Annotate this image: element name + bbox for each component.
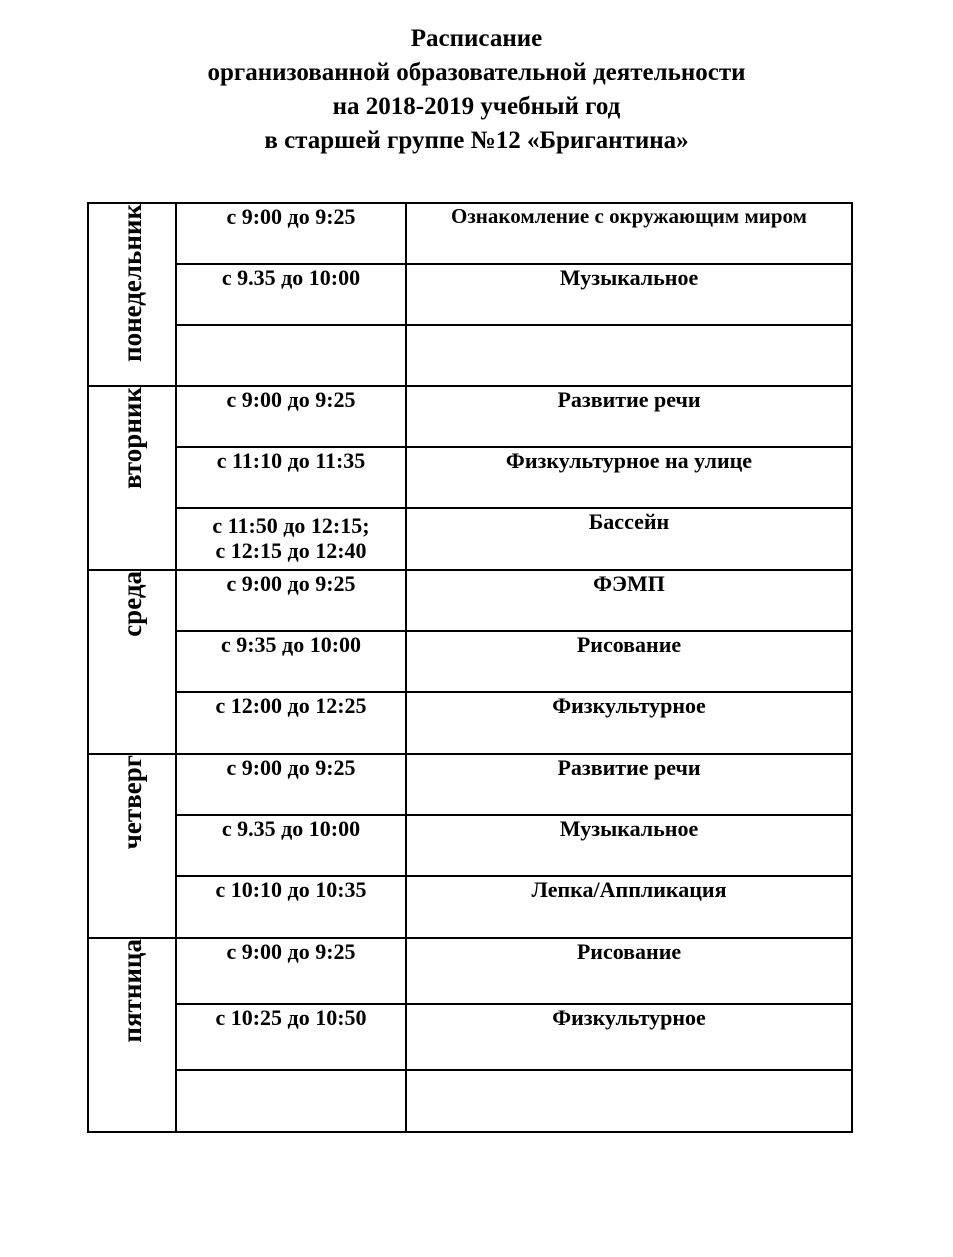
subject-cell xyxy=(406,692,852,754)
subject-text: Физкультурное xyxy=(552,1005,706,1030)
time-text: с 9.35 до 10:00 xyxy=(221,265,361,290)
time-text: с 9:00 до 9:25 xyxy=(226,571,356,596)
schedule-table xyxy=(87,202,853,1133)
subject-text: Физкультурное xyxy=(552,693,706,718)
time-text: с 9:00 до 9:25 xyxy=(226,755,356,780)
time-cell xyxy=(176,938,406,1004)
schedule-body xyxy=(88,203,852,1132)
table-row xyxy=(88,264,852,325)
subject-cell xyxy=(406,325,852,386)
subject-text: Рисование xyxy=(576,632,682,657)
time-cell xyxy=(176,1004,406,1070)
title-line-2: организованной образовательной деятельности xyxy=(207,59,746,86)
subject-cell xyxy=(406,754,852,815)
day-label: пятница xyxy=(116,939,147,1043)
time-cell xyxy=(176,631,406,692)
time-text: с 9:00 до 9:25 xyxy=(226,204,356,229)
table-row xyxy=(88,754,852,815)
table-row xyxy=(88,876,852,938)
subject-text: Развитие речи xyxy=(557,387,701,412)
time-text: с 10:10 до 10:35 xyxy=(215,877,367,902)
subject-cell xyxy=(406,1004,852,1070)
day-cell xyxy=(88,570,176,754)
time-text: с 11:50 до 12:15; xyxy=(212,513,370,538)
time-cell xyxy=(176,570,406,631)
table-row xyxy=(88,631,852,692)
day-cell xyxy=(88,386,176,570)
time-text: с 9.35 до 10:00 xyxy=(221,816,361,841)
table-row xyxy=(88,570,852,631)
table-row xyxy=(88,447,852,508)
table-row xyxy=(88,938,852,1004)
time-cell xyxy=(176,264,406,325)
time-text: с 12:15 до 12:40 xyxy=(215,538,367,563)
day-label: среда xyxy=(116,571,147,637)
subject-text: Бассейн xyxy=(588,509,670,534)
table-row xyxy=(88,386,852,447)
time-cell xyxy=(176,447,406,508)
time-text: с 11:10 до 11:35 xyxy=(216,448,366,473)
day-label: понедельник xyxy=(116,204,147,362)
table-row xyxy=(88,203,852,264)
subject-text: Рисование xyxy=(576,939,682,964)
subject-cell xyxy=(406,938,852,1004)
subject-text: ФЭМП xyxy=(593,571,665,596)
subject-cell xyxy=(406,447,852,508)
subject-text: Ознакомление с окружающим миром xyxy=(451,204,807,228)
time-cell xyxy=(176,325,406,386)
time-text: с 9:00 до 9:25 xyxy=(226,387,356,412)
table-row xyxy=(88,815,852,876)
day-label: вторник xyxy=(116,387,147,490)
subject-cell xyxy=(406,264,852,325)
subject-cell xyxy=(406,570,852,631)
time-cell xyxy=(176,203,406,264)
table-row xyxy=(88,1004,852,1070)
time-text: с 10:25 до 10:50 xyxy=(215,1005,367,1030)
subject-text: Физкультурное на улице xyxy=(505,448,753,473)
subject-text: Музыкальное xyxy=(559,816,699,841)
table-row xyxy=(88,508,852,570)
time-text: с 9:35 до 10:00 xyxy=(220,632,362,657)
day-label: четверг xyxy=(116,755,147,850)
subject-cell xyxy=(406,203,852,264)
day-cell xyxy=(88,938,176,1132)
day-cell xyxy=(88,203,176,386)
time-cell xyxy=(176,508,406,570)
subject-text: Музыкальное xyxy=(559,265,699,290)
document-title xyxy=(0,22,953,158)
day-cell xyxy=(88,754,176,938)
subject-text: Развитие речи xyxy=(557,755,701,780)
table-row xyxy=(88,325,852,386)
time-text: с 9:00 до 9:25 xyxy=(226,939,356,964)
time-cell xyxy=(176,876,406,938)
time-cell xyxy=(176,386,406,447)
table-row xyxy=(88,1070,852,1132)
subject-text: Лепка/Аппликация xyxy=(531,877,727,902)
subject-cell xyxy=(406,386,852,447)
time-text: с 12:00 до 12:25 xyxy=(215,693,367,718)
time-cell xyxy=(176,692,406,754)
subject-cell xyxy=(406,815,852,876)
subject-cell xyxy=(406,1070,852,1132)
time-cell xyxy=(176,1070,406,1132)
time-cell xyxy=(176,754,406,815)
subject-cell xyxy=(406,631,852,692)
title-line-3: на 2018-2019 учебный год xyxy=(332,93,621,120)
time-cell xyxy=(176,815,406,876)
subject-cell xyxy=(406,876,852,938)
title-line-1: Расписание xyxy=(410,25,543,52)
subject-cell xyxy=(406,508,852,570)
table-row xyxy=(88,692,852,754)
title-line-4: в старшей группе №12 «Бригантина» xyxy=(264,127,689,154)
